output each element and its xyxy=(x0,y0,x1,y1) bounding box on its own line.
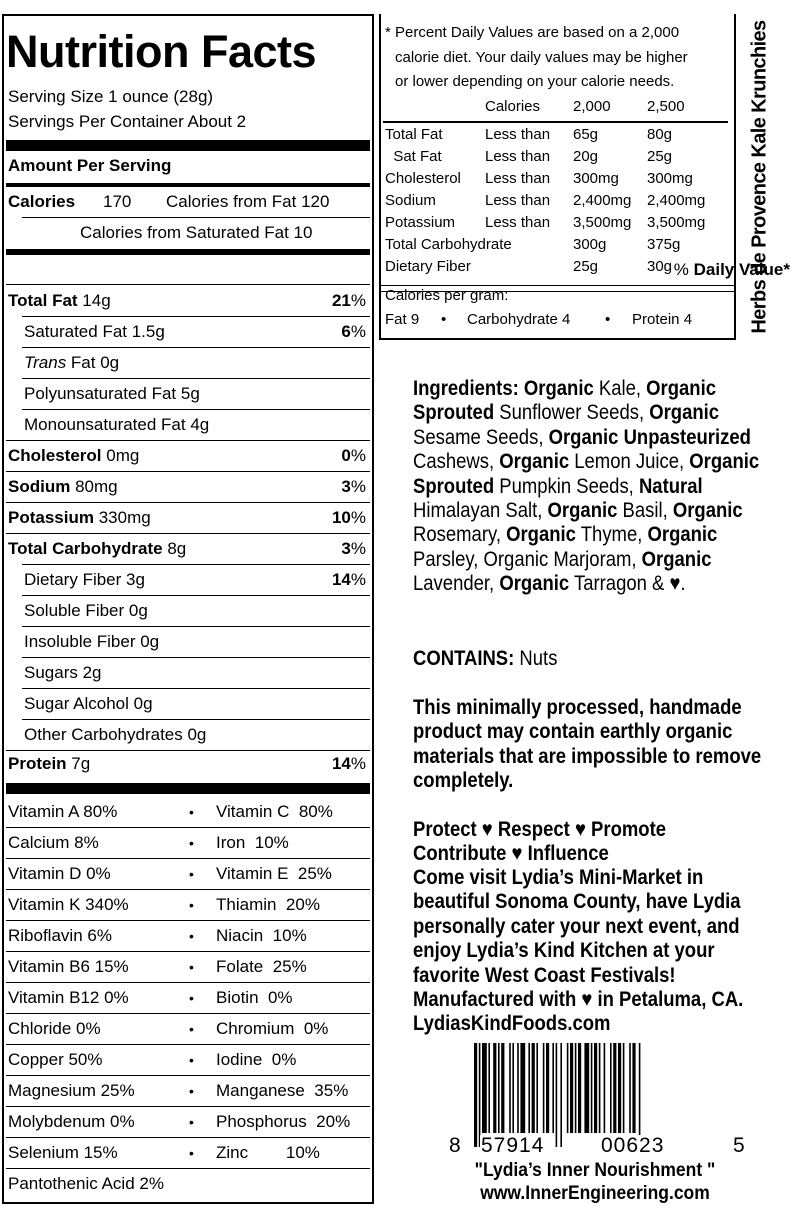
vitamin-right: Manganese 35% xyxy=(216,1081,349,1100)
ingredient-fragment: Lavender, xyxy=(413,572,500,596)
dv-table-cell: 2,400mg xyxy=(647,192,706,209)
thick-divider xyxy=(6,140,370,151)
ingredient-fragment: Sunflower Seeds, xyxy=(494,401,650,425)
nutrient-row xyxy=(6,472,370,502)
per-gram-carbohydrate: Carbohydrate 4 xyxy=(467,311,571,328)
nutrient-name: Monounsaturated Fat 4g xyxy=(24,415,210,434)
dv-header-2500: 2,500 xyxy=(647,98,685,115)
barcode-bar xyxy=(493,1043,496,1133)
barcode-bar xyxy=(498,1043,500,1133)
divider xyxy=(383,121,728,123)
amount-per-serving: Amount Per Serving xyxy=(8,156,172,175)
vitamin-row xyxy=(6,1076,370,1107)
dv-table-cell: 300mg xyxy=(647,170,693,187)
dv-header-2000: 2,000 xyxy=(573,98,611,115)
nutrient-row xyxy=(6,596,370,626)
bullet: • xyxy=(189,1083,194,1099)
divider xyxy=(22,217,370,218)
nutrient-row xyxy=(6,317,370,347)
dv-table-cell: 65g xyxy=(573,126,599,143)
barcode-bar xyxy=(618,1043,621,1133)
barcode-bar xyxy=(613,1043,616,1133)
dv-note-line: or lower depending on your calorie needs. xyxy=(395,73,675,90)
ingredient-fragment: Organic xyxy=(649,401,720,425)
serving-size: Serving Size 1 ounce (28g) xyxy=(8,87,214,106)
vitamin-row xyxy=(6,828,370,859)
barcode-bar xyxy=(639,1043,641,1147)
per-gram-protein: Protein 4 xyxy=(632,311,693,328)
dv-table-cell: Sat Fat xyxy=(385,148,442,165)
footer-website: www.InnerEngineering.com xyxy=(480,1183,710,1204)
dv-table-cell: Less than xyxy=(485,214,551,231)
dv-note-line: * Percent Daily Values are based on a 2,000 xyxy=(385,24,680,41)
barcode-bar xyxy=(501,1043,504,1133)
barcode-bar xyxy=(629,1043,631,1133)
ingredient-fragment: Pumpkin Seeds, xyxy=(494,474,639,498)
barcode-bar xyxy=(584,1043,589,1133)
dv-header-calories: Calories xyxy=(485,98,541,115)
nutrient-row xyxy=(6,441,370,471)
nutrient-daily-value: 21% xyxy=(331,291,366,310)
ingredient-fragment: Organic xyxy=(499,572,570,596)
dv-table-cell: Total Carbohydrate xyxy=(385,236,512,253)
nutrient-row xyxy=(6,627,370,657)
website-text: LydiasKindFoods.com xyxy=(413,1012,611,1035)
dv-table-cell: 30g xyxy=(647,258,673,275)
ingredient-fragment: Organic xyxy=(641,547,712,571)
vitamin-right: Vitamin E 25% xyxy=(216,864,332,883)
barcode-bar xyxy=(599,1043,601,1133)
vitamin-right: Folate 25% xyxy=(216,957,307,976)
nutrient-name: Sugars 2g xyxy=(24,663,102,682)
thick-divider xyxy=(6,249,370,255)
barcode-digits: 00623 xyxy=(601,1134,665,1157)
barcode-bar xyxy=(604,1043,606,1133)
vitamin-row xyxy=(6,952,370,983)
nutrient-daily-value: 10% xyxy=(331,508,366,527)
nutrient-row xyxy=(6,720,370,750)
vitamin-row xyxy=(6,859,370,890)
dv-table-cell: Total Fat xyxy=(385,126,443,143)
ingredient-fragment: Organic xyxy=(547,499,618,523)
nutrient-name: Polyunsaturated Fat 5g xyxy=(24,384,200,403)
vitamin-left: Riboflavin 6% xyxy=(8,926,112,945)
calories-label: Calories xyxy=(8,192,76,211)
nutrient-name: Total Fat 14g xyxy=(8,291,111,310)
ingredient-fragment: Himalayan Salt, xyxy=(413,499,548,523)
nutrient-name: Other Carbohydrates 0g xyxy=(24,725,207,744)
barcode-bar xyxy=(509,1043,511,1133)
bullet: • xyxy=(189,1114,194,1130)
dv-table-cell: 25g xyxy=(647,148,673,165)
vitamin-left: Calcium 8% xyxy=(8,833,99,852)
dv-table-cell: Less than xyxy=(485,148,551,165)
barcode-digit: 8 xyxy=(449,1134,462,1157)
barcode-bar xyxy=(632,1043,635,1133)
dv-table-cell: 2,400mg xyxy=(573,192,632,209)
vitamin-left: Copper 50% xyxy=(8,1050,103,1069)
nutrient-row xyxy=(6,658,370,688)
nutrient-row xyxy=(6,286,370,316)
ingredient-fragment: Parsley, Organic Marjoram, xyxy=(413,547,642,571)
dv-table-cell: Less than xyxy=(485,170,551,187)
barcode-bar xyxy=(543,1043,545,1133)
dv-table-cell: 375g xyxy=(647,236,681,253)
servings-per-container: Servings Per Container About 2 xyxy=(8,112,247,131)
bullet: • xyxy=(189,1052,194,1068)
vitamin-row xyxy=(6,1014,370,1045)
nutrient-row xyxy=(6,534,370,564)
ingredients-label: Ingredients: xyxy=(413,377,519,400)
dv-table-cell: 20g xyxy=(573,148,599,165)
nutrient-name: Sodium 80mg xyxy=(8,477,118,496)
per-gram-fat: Fat 9 xyxy=(385,311,420,328)
divider xyxy=(6,284,370,285)
nutrient-daily-value: 14% xyxy=(331,570,366,589)
calories-from-fat: Calories from Fat 120 xyxy=(166,192,330,211)
barcode-bar xyxy=(536,1043,538,1133)
ingredient-fragment: Organic xyxy=(499,450,570,474)
vitamin-left: Vitamin A 80% xyxy=(8,802,118,821)
thick-divider xyxy=(6,783,370,794)
barcode-bar xyxy=(479,1043,481,1147)
barcode-bar xyxy=(517,1043,519,1133)
manufactured-text: Manufactured with ♥ in Petaluma, CA. xyxy=(413,988,744,1011)
vitamin-left: Selenium 15% xyxy=(8,1143,118,1162)
barcode-bar xyxy=(570,1043,573,1133)
nutrient-name: Trans Fat 0g xyxy=(24,353,120,372)
barcode-bar xyxy=(474,1043,477,1147)
footer-tagline: "Lydia’s Inner Nourishment " xyxy=(474,1160,716,1181)
barcode-bar xyxy=(623,1043,625,1133)
vitamin-right: Biotin 0% xyxy=(216,988,293,1007)
nutrition-facts-title: Nutrition Facts xyxy=(6,26,317,77)
ingredient-fragment: Basil, xyxy=(617,499,673,523)
vitamin-right: Iodine 0% xyxy=(216,1050,297,1069)
ingredient-fragment: Rosemary, xyxy=(413,523,507,547)
vitamin-row xyxy=(6,797,370,828)
bullet: • xyxy=(189,990,194,1006)
nutrient-name: Sugar Alcohol 0g xyxy=(24,694,153,713)
vitamin-row xyxy=(6,890,370,921)
ingredient-fragment: Organic Unpasteurized xyxy=(548,425,751,449)
vitamin-right: Iron 10% xyxy=(216,833,289,852)
barcode-digit: 5 xyxy=(733,1134,746,1157)
ingredient-fragment: Organic xyxy=(506,523,576,547)
dv-table-cell: Less than xyxy=(485,126,551,143)
vitamin-left: Pantothenic Acid 2% xyxy=(8,1174,164,1193)
divider xyxy=(6,183,370,187)
promo-text: Come visit Lydia’s Mini-Market in beautiful Sonoma County, have Lydia personally cater your next event, and enjoy Lydia’s Kind Kitchen at your favorite West Coast Festivals! xyxy=(413,866,741,987)
nutrient-name: Cholesterol 0mg xyxy=(8,446,140,465)
barcode-bar xyxy=(567,1043,569,1133)
vitamin-left: Vitamin B12 0% xyxy=(8,988,129,1007)
product-name-vertical: Herbs de Provence Kale Krunchies xyxy=(748,20,771,334)
bullet: • xyxy=(189,897,194,913)
barcode-bar xyxy=(512,1043,514,1133)
barcode-bar xyxy=(546,1043,549,1133)
barcode-bar xyxy=(488,1043,490,1133)
vitamin-left: Vitamin D 0% xyxy=(8,864,111,883)
ingredient-fragment: Natural xyxy=(638,474,703,498)
vitamin-row xyxy=(6,921,370,952)
dv-table-cell: Potassium xyxy=(385,214,456,231)
vitamin-right: Thiamin 20% xyxy=(216,895,320,914)
ingredient-fragment: Tarragon & ♥. xyxy=(569,572,686,596)
barcode-bar xyxy=(591,1043,593,1133)
nutrient-daily-value: 6% xyxy=(341,322,366,341)
motto-line-1: Protect ♥ Respect ♥ Promote xyxy=(413,818,667,841)
bullet: • xyxy=(605,311,611,328)
vitamin-right: Zinc 10% xyxy=(216,1143,320,1162)
nutrient-row xyxy=(6,565,370,595)
nutrient-name: Insoluble Fiber 0g xyxy=(24,632,160,651)
vitamin-left: Vitamin K 340% xyxy=(8,895,129,914)
dv-note-line: calorie diet. Your daily values may be higher xyxy=(395,49,688,66)
bullet: • xyxy=(189,1145,194,1161)
vitamin-row xyxy=(6,1138,370,1169)
dv-table-cell: 80g xyxy=(647,126,673,143)
dv-table-cell: 25g xyxy=(573,258,599,275)
dv-table-cell: 300g xyxy=(573,236,607,253)
ingredient-fragment: Sesame Seeds, xyxy=(413,425,549,449)
barcode-bar xyxy=(552,1043,554,1133)
dv-table-cell: 300mg xyxy=(573,170,619,187)
ingredient-fragment: Thyme, xyxy=(575,523,648,547)
vitamin-right: Vitamin C 80% xyxy=(216,802,333,821)
calories-value: 170 xyxy=(103,192,132,211)
bullet: • xyxy=(189,866,194,882)
bullet: • xyxy=(189,928,194,944)
calories-per-gram-label: Calories per gram: xyxy=(385,287,509,304)
bullet: • xyxy=(189,835,194,851)
calories-from-saturated-fat: Calories from Saturated Fat 10 xyxy=(80,223,313,242)
disclaimer-text: This minimally processed, handmade product may contain earthly organic materials that are impossible to remove completely. xyxy=(413,696,762,793)
nutrient-name: Protein 7g xyxy=(8,754,91,773)
vitamin-row xyxy=(6,1107,370,1138)
bullet: • xyxy=(189,959,194,975)
ingredients-text xyxy=(413,377,765,597)
barcode-bar xyxy=(556,1043,558,1147)
nutrient-row xyxy=(6,749,370,779)
vitamin-left: Chloride 0% xyxy=(8,1019,101,1038)
nutrient-row xyxy=(6,410,370,440)
barcode-bar xyxy=(594,1043,597,1133)
barcode-bar xyxy=(482,1043,487,1133)
bullet: • xyxy=(189,804,194,820)
motto-line-2: Contribute ♥ Influence xyxy=(413,842,609,865)
vitamin-left: Vitamin B6 15% xyxy=(8,957,129,976)
vitamin-right: Niacin 10% xyxy=(216,926,307,945)
nutrient-name: Dietary Fiber 3g xyxy=(24,570,145,589)
nutrient-daily-value: 0% xyxy=(341,446,366,465)
nutrient-row xyxy=(6,348,370,378)
nutrient-name: Saturated Fat 1.5g xyxy=(24,322,165,341)
barcode-bar xyxy=(578,1043,581,1133)
ingredient-fragment: Organic xyxy=(518,377,594,400)
nutrient-daily-value: 3% xyxy=(341,477,366,496)
daily-values-footnote-box xyxy=(379,14,736,340)
ingredient-fragment: Organic xyxy=(647,523,718,547)
contains-text: CONTAINS: Nuts xyxy=(413,647,558,670)
barcode-bar xyxy=(610,1043,612,1133)
barcode-bar xyxy=(560,1043,562,1147)
nutrient-name: Potassium 330mg xyxy=(8,508,151,527)
ingredient-fragment: Organic Sprouted xyxy=(413,450,760,498)
vitamin-row xyxy=(6,983,370,1014)
bullet: • xyxy=(189,1021,194,1037)
vitamin-right: Chromium 0% xyxy=(216,1019,329,1038)
ingredient-fragment: Cashews, xyxy=(413,450,500,474)
nutrient-row xyxy=(6,379,370,409)
dv-table-cell: 3,500mg xyxy=(573,214,632,231)
vitamin-row xyxy=(6,1169,370,1200)
divider xyxy=(380,285,735,286)
dv-table-cell: Cholesterol xyxy=(385,170,461,187)
barcode-bar xyxy=(520,1043,525,1133)
bullet: • xyxy=(441,311,447,328)
barcode-bar xyxy=(528,1043,530,1133)
vitamin-row xyxy=(6,1045,370,1076)
dv-table-cell: 3,500mg xyxy=(647,214,706,231)
dv-table-cell: Sodium xyxy=(385,192,436,209)
vitamin-left: Magnesium 25% xyxy=(8,1081,135,1100)
nutrient-name: Soluble Fiber 0g xyxy=(24,601,148,620)
ingredient-fragment: Organic Sprouted xyxy=(413,377,716,425)
vitamin-left: Molybdenum 0% xyxy=(8,1112,135,1131)
nutrient-name: Total Carbohydrate 8g xyxy=(8,539,187,558)
dv-table-cell: Dietary Fiber xyxy=(385,258,471,275)
barcode-bar xyxy=(532,1043,535,1133)
barcode-bar xyxy=(575,1043,577,1133)
nutrient-daily-value: 3% xyxy=(341,539,366,558)
nutrient-daily-value: 14% xyxy=(331,754,366,773)
ingredient-fragment: Lemon Juice, xyxy=(569,450,690,474)
daily-value-header: % Daily Value* xyxy=(673,260,790,279)
nutrient-row xyxy=(6,503,370,533)
dv-table-cell: Less than xyxy=(485,192,551,209)
barcode-image xyxy=(460,1043,732,1147)
vitamin-right: Phosphorus 20% xyxy=(216,1112,351,1131)
nutrient-row xyxy=(6,689,370,719)
ingredient-fragment: Organic xyxy=(672,499,743,523)
ingredient-fragment: Kale, xyxy=(593,377,647,400)
barcode-digits: 57914 xyxy=(481,1134,545,1157)
